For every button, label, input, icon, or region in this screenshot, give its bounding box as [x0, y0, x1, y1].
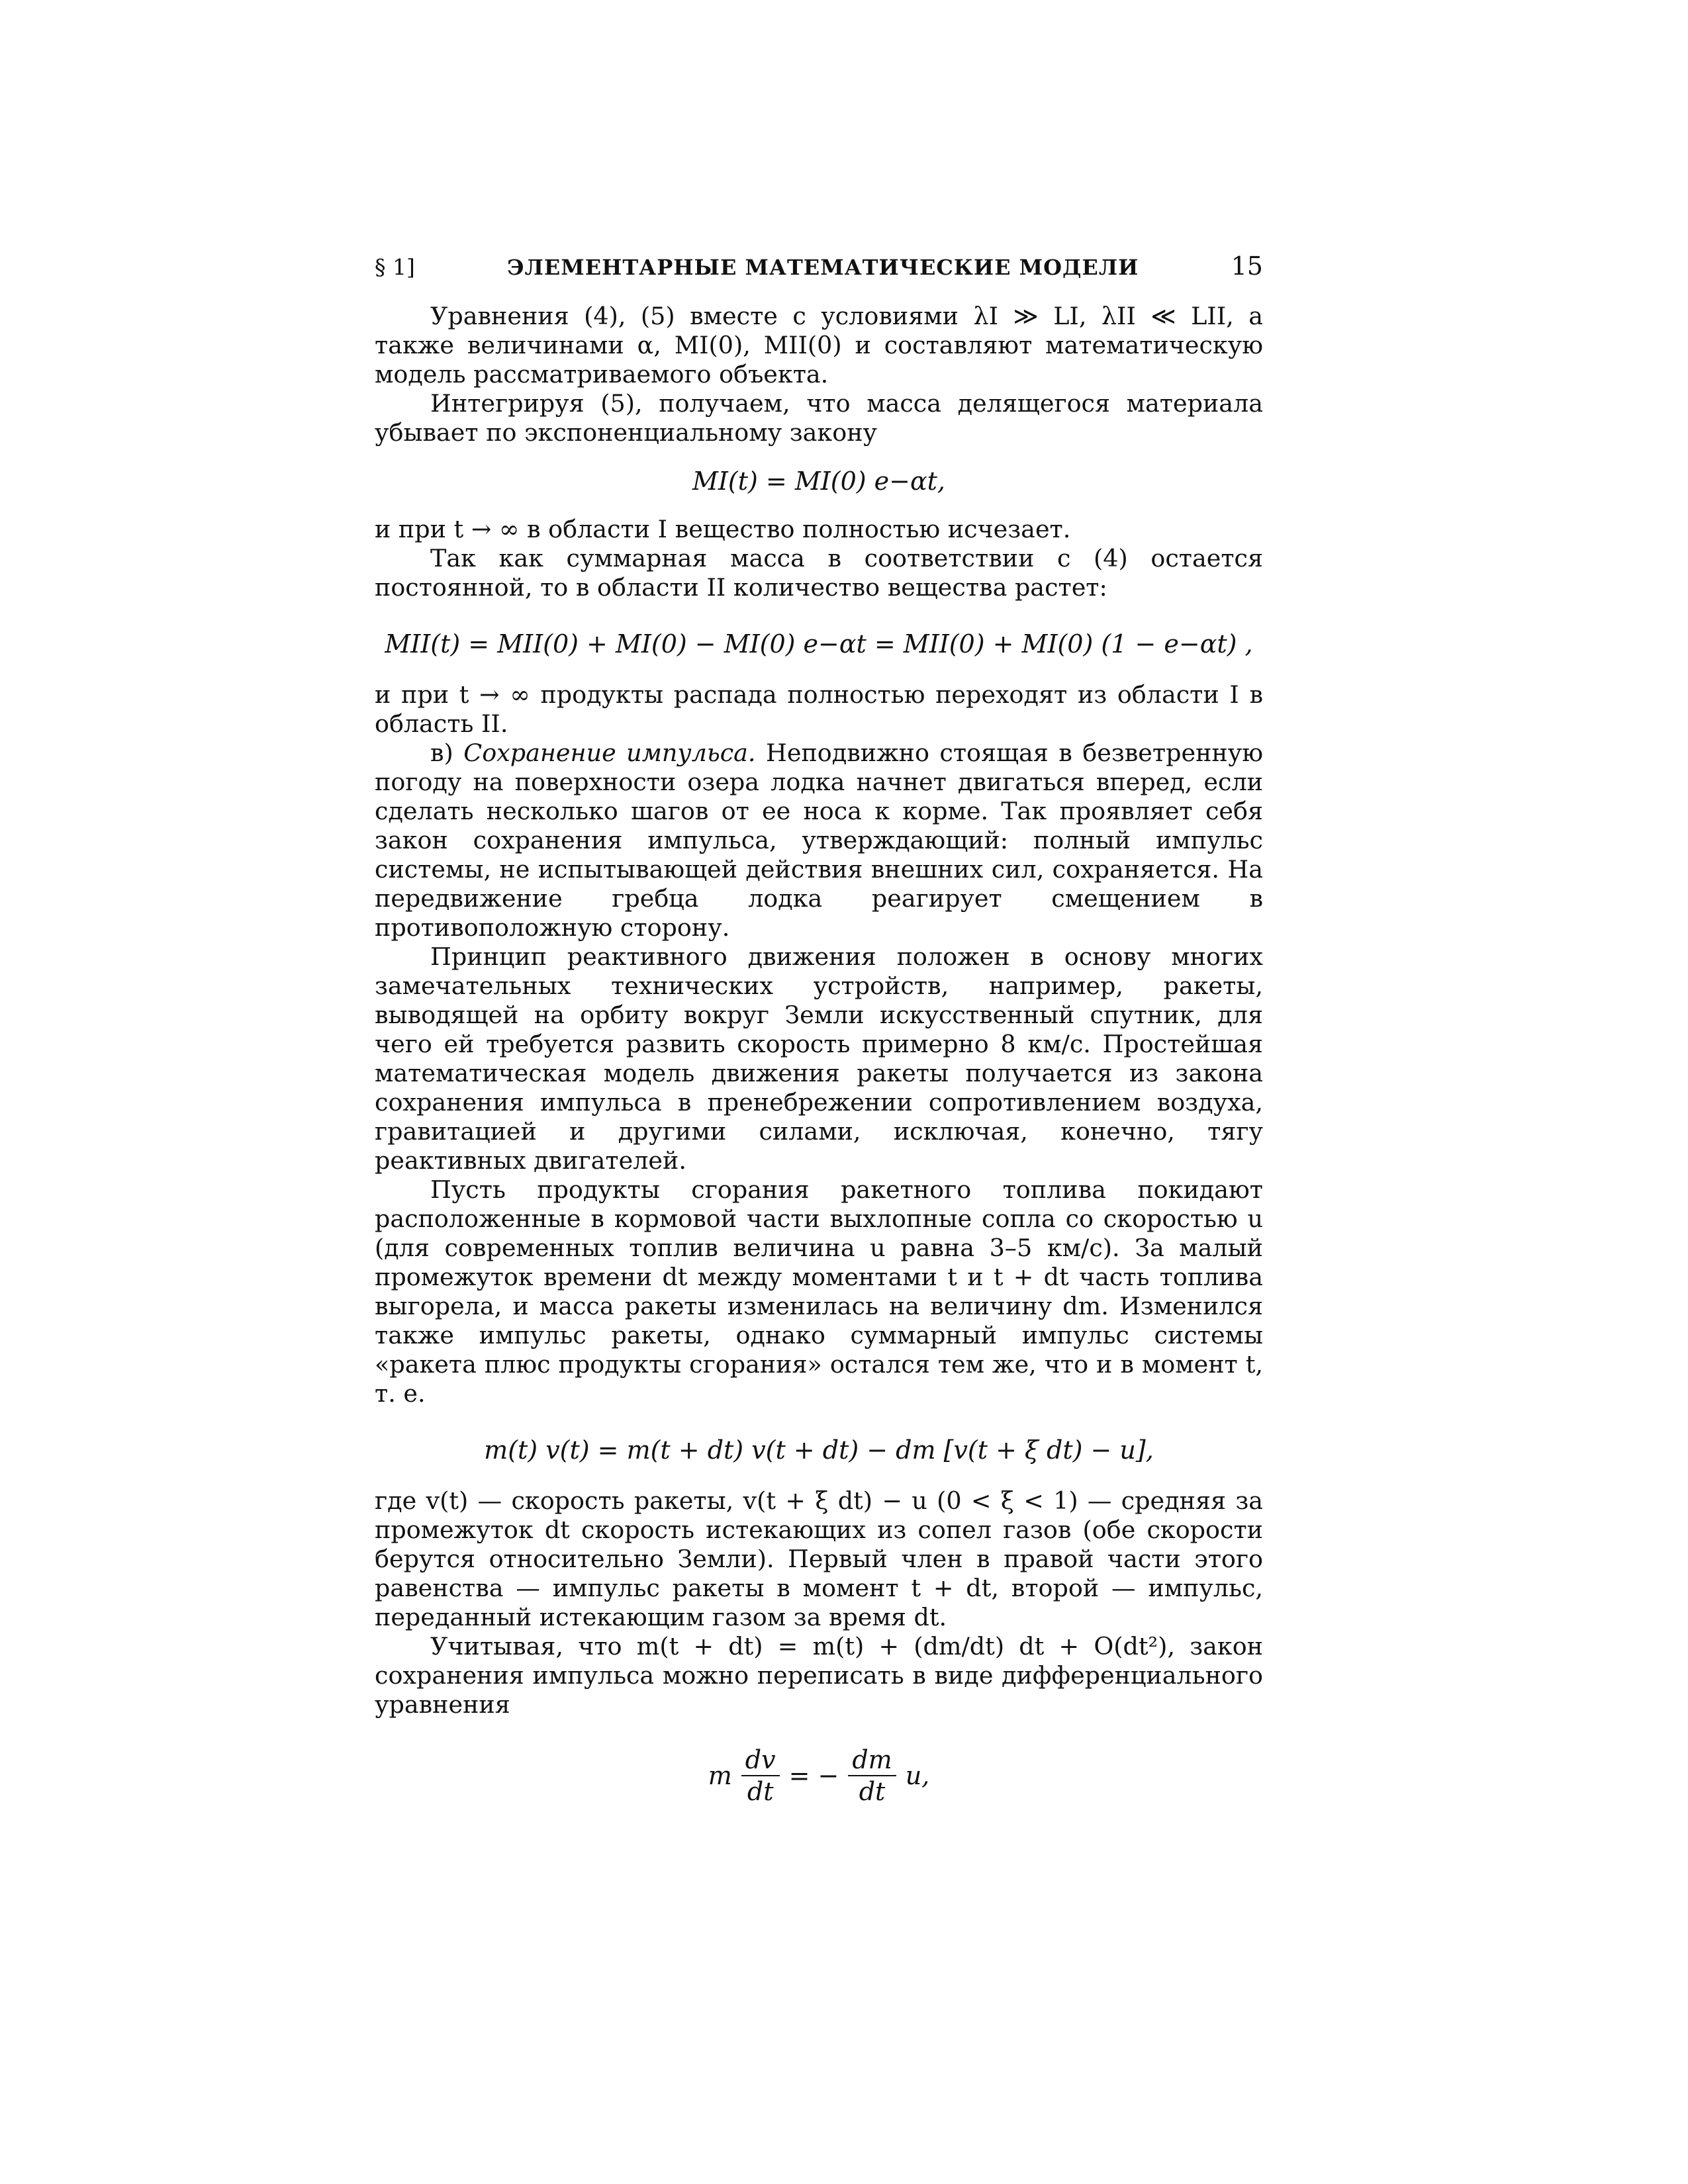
section-number: § 1]	[375, 254, 415, 280]
eq-mass: m	[708, 1761, 732, 1790]
paragraph: Пусть продукты сгорания ракетного топлива покидают расположенные в кормовой части выхлопные сопла со скоростью u (для современных топлив величина u равна 3–5 км/с). За малый промежуток времени dt между моментами t и t + dt часть топлива выгорела, и масса ракеты изменилась на величину dm. Изменился также импульс ракеты, однако суммарный импульс системы «ракета плюс продукты сгорания» остался тем же, что и в момент t, т. е.	[375, 1175, 1263, 1408]
paragraph: где v(t) — скорость ракеты, v(t + ξ dt) − u (0 < ξ < 1) — средняя за промежуток dt скорость истекающих из сопел газов (обе скорости берутся относительно Земли). Первый член в правой части этого равенства — импульс ракеты в момент t + dt, второй — импульс, переданный истекающим газом за время dt.	[375, 1486, 1263, 1631]
paragraph: и при t → ∞ в области I вещество полностью исчезает.	[375, 515, 1071, 543]
numerator: dm	[848, 1745, 896, 1776]
paragraph: Принцип реактивного движения положен в основу многих замечательных технических устройств, например, ракеты, выводящей на орбиту вокруг Земли искусственный спутник, для чего ей требуется развить скорость примерно 8 км/с. Простейшая математическая модель движения ракеты получается из закона сохранения импульса в пренебрежении сопротивлением воздуха, гравитацией и другими силами, исключая, конечно, тягу реактивных двигателей.	[375, 942, 1263, 1175]
item-label: в)	[430, 739, 464, 767]
differential-equation	[708, 1745, 930, 1807]
equation	[375, 1745, 1263, 1807]
page-number: 15	[1231, 251, 1263, 281]
fraction	[848, 1745, 896, 1807]
paragraph-text: Неподвижно стоящая в безветренную погоду на поверхности озера лодка начнет двигаться вперед, если сделать несколько шагов от ее носа к корме. Так проявляет себя закон сохранения импульса, утверждающий: полный импульс системы, не испытывающей действия внешних сил, сохраняется. На передвижение гребца лодка реагирует смещением в противоположную сторону.	[375, 739, 1263, 942]
book-page	[375, 251, 1263, 1827]
paragraph: Интегрируя (5), получаем, что масса делящегося материала убывает по экспоненциальному закону	[375, 389, 1263, 447]
paragraph	[375, 739, 1263, 942]
numerator: dv	[741, 1745, 780, 1776]
chapter-title: ЭЛЕМЕНТАРНЫЕ МАТЕМАТИЧЕСКИЕ МОДЕЛИ	[507, 255, 1139, 280]
subsection-title: Сохранение импульса.	[463, 739, 756, 767]
paragraph: Уравнения (4), (5) вместе с условиями λI ≫ LI, λII ≪ LII, а также величинами α, MI(0), MII(0) и составляют математическую модель рассматриваемого объекта.	[375, 302, 1263, 388]
fraction	[741, 1745, 780, 1807]
denominator: dt	[747, 1777, 774, 1806]
paragraph: Так как суммарная масса в соответствии с (4) остается постоянной, то в области II количество вещества растет:	[375, 544, 1263, 602]
equation: m(t) v(t) = m(t + dt) v(t + dt) − dm [v(t + ξ dt) − u],	[484, 1435, 1154, 1465]
denominator: dt	[859, 1777, 886, 1806]
equation: MII(t) = MII(0) + MI(0) − MI(0) e−αt = MII(0) + MI(0) (1 − e−αt) ,	[385, 629, 1253, 659]
paragraph: и при t → ∞ продукты распада полностью переходят из области I в область II.	[375, 680, 1263, 738]
eq-tail: u,	[905, 1761, 930, 1790]
equation: MI(t) = MI(0) e−αt,	[692, 467, 945, 496]
running-head	[375, 251, 1263, 282]
eq-sign: = −	[788, 1761, 839, 1790]
paragraph: Учитывая, что m(t + dt) = m(t) + (dm/dt) dt + O(dt²), закон сохранения импульса можно переписать в виде дифференциального уравнения	[375, 1632, 1263, 1719]
